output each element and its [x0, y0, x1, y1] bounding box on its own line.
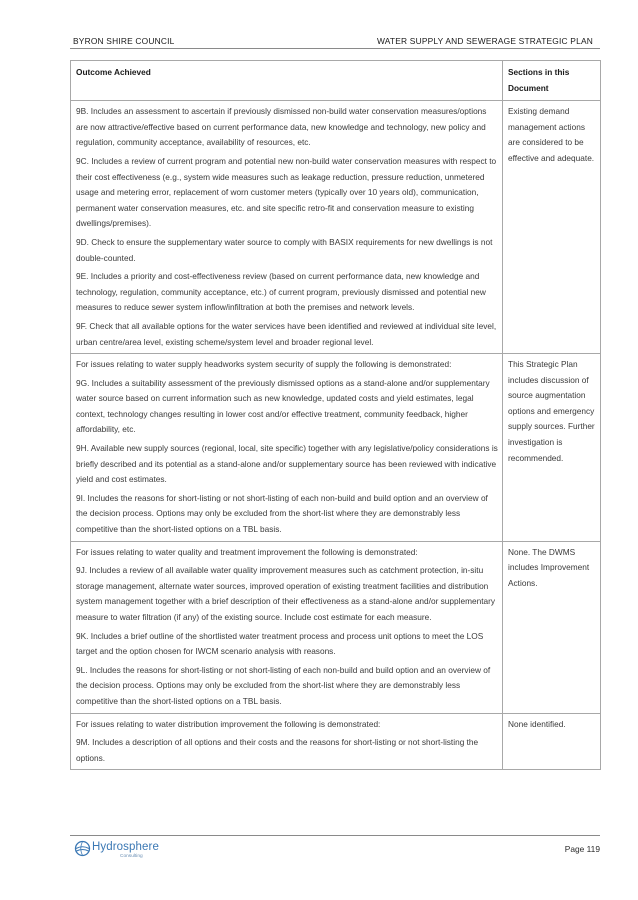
logo-subtitle: Consulting	[120, 854, 143, 859]
column-header-outcome: Outcome Achieved	[71, 61, 503, 101]
table-row	[71, 713, 601, 770]
section-cell: This Strategic Plan includes discussion of source augmentation options and emergency supply sources. Further investigation is recommended.	[503, 354, 601, 542]
globe-icon	[74, 840, 91, 857]
section-cell: Existing demand management actions are considered to be effective and adequate.	[503, 101, 601, 354]
outcome-paragraph: For issues relating to water supply headworks system security of supply the following is demonstrated:	[76, 359, 452, 370]
outcome-paragraph: 9G. Includes a suitability assessment of the previously dismissed options as a stand-alone and/or supplementary water source based on current information such as new knowledge, updated costs and yield estimates, legal context, technology changes resulting in lower cost and/or effective treatment, community feedback, higher affordability, etc.	[76, 377, 490, 435]
table-row	[71, 101, 601, 354]
outcome-paragraph: For issues relating to water distribution improvement the following is demonstrated:	[76, 718, 381, 729]
outcome-paragraph: 9E. Includes a priority and cost-effectiveness review (based on current performance data, new knowledge and technology, regulation, community acceptance, etc.) of current program, previously dismissed and potential new measures to reduce sewer system inflow/infiltration at both the premises and network levels.	[76, 271, 486, 313]
outcome-cell	[71, 101, 503, 354]
outcome-cell	[71, 713, 503, 770]
logo-name: Hydrosphere	[92, 841, 159, 853]
table-row	[71, 354, 601, 542]
header-document-title: WATER SUPPLY AND SEWERAGE STRATEGIC PLAN	[376, 36, 593, 46]
table-row	[71, 541, 601, 713]
section-cell: None identified.	[503, 713, 601, 770]
header-council-name: BYRON SHIRE COUNCIL	[73, 36, 175, 46]
outcome-cell	[71, 541, 503, 713]
outcome-paragraph: 9D. Check to ensure the supplementary water source to comply with BASIX requirements for new dwellings is not double-counted.	[76, 236, 493, 263]
outcome-paragraph: 9M. Includes a description of all options and their costs and the reasons for short-listing or not short-listing the options.	[76, 737, 479, 763]
hydrosphere-logo	[74, 840, 194, 860]
outcome-paragraph: 9F. Check that all available options for the water services have been identified and reviewed at individual site level, urban centre/area level, existing scheme/system level and broader regional level.	[76, 320, 497, 347]
outcomes-table	[70, 60, 601, 770]
outcome-paragraph: 9J. Includes a review of all available water quality improvement measures such as catchment protection, in-situ storage management, alternate water sources, improved operation of existing treatment facilities and distribution system management together with a brief description of their effectiveness as a stand-alone and/or supplementary measure to water filtration (if any) of the existing source. Include cost estimate for each measure.	[76, 565, 496, 622]
outcome-paragraph: 9I. Includes the reasons for short-listing or not short-listing of each non-build and build option and an overview of the decision process. Options may only be excluded from the short-list where they are demonstrably less competitive than the short-listed options on a TBL basis.	[76, 492, 488, 535]
page-number: Page 119	[564, 844, 600, 854]
outcome-paragraph: 9K. Includes a brief outline of the shortlisted water treatment process and process unit options to meet the LOS target and the option chosen for IWCM scenario analysis with reasons.	[76, 630, 484, 657]
outcome-paragraph: 9H. Available new supply sources (regional, local, site specific) together with any legislative/policy considerations is briefly described and its potential as a stand-alone and/or supplementary source has been reviewed with indicative yield and cost estimates.	[76, 443, 498, 485]
outcome-paragraph: For issues relating to water quality and treatment improvement the following is demonstrated:	[76, 546, 418, 557]
header-divider	[70, 48, 600, 49]
table-header-row	[71, 61, 601, 101]
column-header-sections: Sections in this Document	[503, 61, 601, 101]
outcome-paragraph: 9B. Includes an assessment to ascertain if previously dismissed non-build water conservation measures/options are now attractive/effective based on current performance data, new knowledge and technology, new policy and regulation, community acceptance, availability of resources, etc.	[76, 106, 487, 148]
outcome-paragraph: 9L. Includes the reasons for short-listing or not short-listing of each non-build and build option and an overview of the decision process. Options may only be excluded from the short-list where they are demonstrably less competitive than the short-listed options on a TBL basis.	[76, 664, 491, 706]
outcome-paragraph: 9C. Includes a review of current program and potential new non-build water conservation measures with respect to their cost effectiveness (e.g., system wide measures such as leakage reduction, pressure reduction, unmetered usage and metering error, replacement of worn customer meters (typically over 10 years old), communication, permanent water conservation measures, etc. and site specific retro-fit and conservation measure to existing dwellings/premises).	[76, 155, 497, 229]
outcome-cell	[71, 354, 503, 542]
footer-divider	[70, 835, 600, 836]
section-cell: None. The DWMS includes Improvement Actions.	[503, 541, 601, 713]
